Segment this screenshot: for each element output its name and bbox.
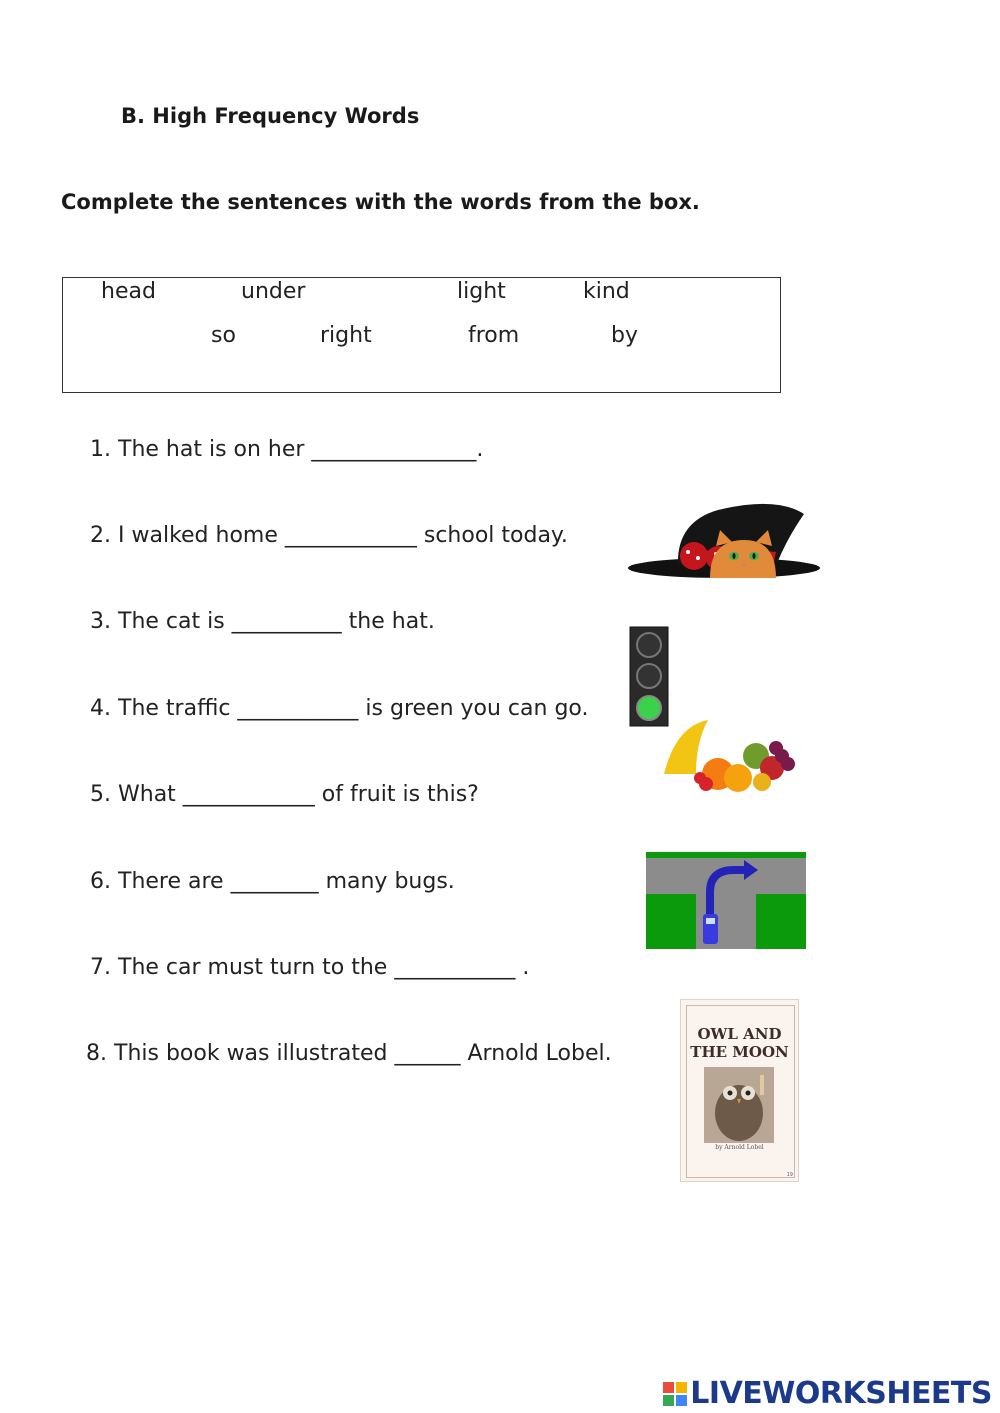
word-box-item: right: [320, 323, 372, 348]
cat-hat-image: [626, 500, 822, 588]
sentence-1: [90, 437, 483, 462]
book-byline: by Arnold Lobel: [715, 1144, 764, 1151]
book-title-line-1: OWL AND: [697, 1025, 782, 1043]
word-box-item: so: [211, 323, 236, 348]
book-cover-image: [680, 999, 799, 1182]
word-box: [62, 277, 781, 393]
sentence-3: [90, 609, 435, 634]
sentence-text: This book was illustrated ______ Arnold Lobel.: [114, 1041, 612, 1066]
sentence-number: 7.: [90, 955, 111, 980]
sentence-text: What ____________ of fruit is this?: [118, 782, 479, 807]
sentence-number: 4.: [90, 696, 111, 721]
word-box-item: light: [457, 279, 506, 304]
sentence-text: The hat is on her _______________.: [118, 437, 484, 462]
road-turn-image: [646, 852, 806, 949]
sentence-7: [90, 955, 529, 980]
book-title: [680, 1025, 799, 1061]
sentence-2: [90, 523, 568, 548]
liveworksheets-logo-icon: [663, 1382, 687, 1406]
liveworksheets-logo: [663, 1376, 992, 1411]
book-page-number: 19: [786, 1172, 793, 1178]
fruit-image: [656, 718, 800, 796]
sentence-text: I walked home ____________ school today.: [118, 523, 568, 548]
word-box-item: head: [101, 279, 156, 304]
sentence-8: [86, 1041, 612, 1066]
sentence-text: The traffic ___________ is green you can go.: [118, 696, 589, 721]
sentence-number: 2.: [90, 523, 111, 548]
book-title-line-2: THE MOON: [690, 1043, 789, 1061]
word-box-item: under: [241, 279, 306, 304]
sentence-text: The cat is __________ the hat.: [118, 609, 435, 634]
traffic-light-image: [629, 626, 669, 727]
word-box-item: by: [611, 323, 638, 348]
sentence-number: 3.: [90, 609, 111, 634]
instruction-text: Complete the sentences with the words from the box.: [61, 190, 700, 214]
owl-illustration: [704, 1067, 774, 1143]
sentence-5: [90, 782, 479, 807]
liveworksheets-logo-text: LIVEWORKSHEETS: [690, 1376, 992, 1411]
sentence-number: 5.: [90, 782, 111, 807]
word-box-item: kind: [583, 279, 630, 304]
sentence-number: 6.: [90, 869, 111, 894]
sentence-6: [90, 869, 455, 894]
sentence-text: There are ________ many bugs.: [118, 869, 455, 894]
word-box-item: from: [468, 323, 520, 348]
sentence-4: [90, 696, 588, 721]
sentence-text: The car must turn to the ___________ .: [118, 955, 530, 980]
sentence-number: 1.: [90, 437, 111, 462]
section-heading: B. High Frequency Words: [121, 104, 420, 128]
sentence-number: 8.: [86, 1041, 107, 1066]
